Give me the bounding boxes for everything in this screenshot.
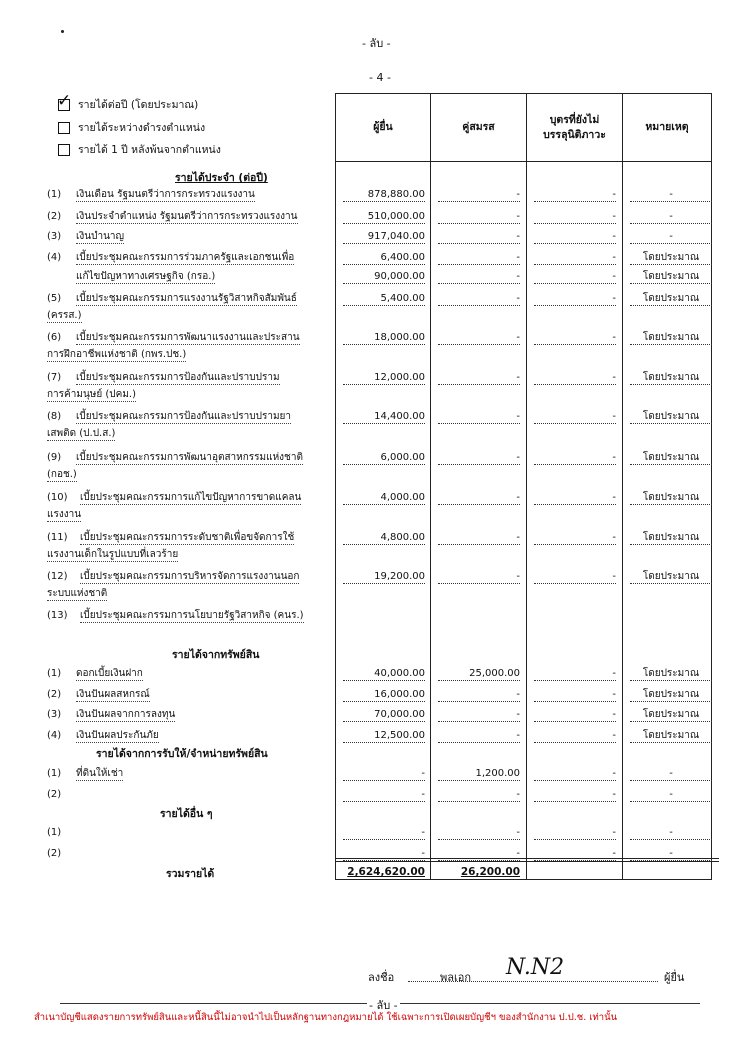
amount-a: 40,000.00 (343, 668, 425, 681)
check-mark-icon: ✓ (57, 90, 72, 111)
row-number: (1) (47, 827, 62, 838)
col-body (623, 162, 712, 862)
amount-d: โดยประมาณ (630, 730, 712, 743)
row-label: ดอกเบี้ยเงินฝาก (76, 668, 143, 679)
amount-c: - (534, 189, 616, 202)
total-cell (527, 862, 623, 880)
amount-a: - (343, 827, 425, 840)
section-transfer-income: รายได้จากการรับให้/จำหน่ายทรัพย์สิน (96, 748, 268, 760)
amount-d: โดยประมาณ (630, 271, 712, 284)
amount-a: - (343, 848, 425, 861)
row-label: เงินบำนาญ (76, 231, 125, 242)
amount-d: โดยประมาณ (630, 252, 712, 265)
amount-a: 5,400.00 (343, 293, 425, 306)
col-header-spouse: คู่สมรส (431, 94, 527, 162)
option-annual[interactable] (57, 90, 199, 113)
amount-b: - (438, 332, 520, 345)
amount-b: - (438, 452, 520, 465)
row-label: เงินปันผลสหกรณ์ (76, 689, 150, 700)
amount-c: - (534, 532, 616, 545)
total-declarant: 2,624,620.00 (347, 866, 425, 878)
col-header-declarant: ผู้ยื่น (336, 94, 431, 162)
amount-c: - (534, 372, 616, 385)
amount-a: 6,000.00 (343, 452, 425, 465)
amount-b: - (438, 571, 520, 584)
amount-d: - (630, 789, 712, 802)
footer-note: สำเนาบัญชีแสดงรายการทรัพย์สินและหนี้สินนี้ไม่อาจนำไปเป็นหลักฐานทางกฎหมายได้ ใช้เฉพาะการเปิดเผยบัญชีฯ ของสำนักงาน ป.ป.ช. เท่านั้น (34, 1012, 618, 1023)
row-number: (12) (47, 571, 68, 582)
amount-b: - (438, 211, 520, 224)
row-number: (3) (47, 231, 62, 242)
amount-a: 510,000.00 (343, 211, 425, 224)
row-number: (13) (47, 610, 68, 621)
amount-a: 4,000.00 (343, 492, 425, 505)
amount-b: - (438, 730, 520, 743)
total-spouse: 26,200.00 (460, 866, 520, 878)
row-label-line2: เสพติด (ป.ป.ส.) (47, 428, 116, 439)
amount-b: - (438, 411, 520, 424)
amount-a: 90,000.00 (343, 271, 425, 284)
row-label: เบี้ยประชุมคณะกรรมการร่วมภาครัฐและเอกชนเพื่อ (76, 252, 295, 263)
amount-c: - (534, 730, 616, 743)
amount-b: - (438, 492, 520, 505)
amount-a (343, 610, 425, 622)
amount-d: - (630, 189, 712, 202)
col-header-children-line2: บรรลุนิติภาวะ (543, 128, 606, 141)
amount-b: - (438, 252, 520, 265)
row-label: เบี้ยประชุมคณะกรรมการแรงงานรัฐวิสาหกิจสัมพันธ์ (76, 293, 297, 304)
amount-b: - (438, 689, 520, 702)
row-label: เบี้ยประชุมคณะกรรมการป้องกันและปราบปราม (76, 372, 280, 383)
amount-d: - (630, 827, 712, 840)
row-number: (2) (47, 689, 62, 700)
row-number: (2) (47, 848, 62, 859)
amount-d: - (630, 768, 712, 781)
amount-c: - (534, 271, 616, 284)
row-label: เงินประจำตำแหน่ง รัฐมนตรีว่าการกระทรวงแรงงาน (76, 211, 298, 222)
amount-d: โดยประมาณ (630, 293, 712, 306)
top-confidential-label: - ลับ - (362, 37, 391, 50)
amount-d: โดยประมาณ (630, 668, 712, 681)
row-label-line2: แรงงานเด็กในรูปแบบที่เลวร้าย (47, 549, 179, 560)
signature-name: พลเอก (440, 971, 472, 984)
scan-speck (61, 30, 64, 33)
amount-c: - (534, 411, 616, 424)
row-number: (1) (47, 189, 62, 200)
amount-b: - (438, 848, 520, 861)
row-label: เบี้ยประชุมคณะกรรมการป้องกันและปราบปรามยา (76, 411, 292, 422)
row-number: (5) (47, 293, 62, 304)
amount-a: 6,400.00 (343, 252, 425, 265)
amount-a: 878,880.00 (343, 189, 425, 202)
option-label: รายได้ระหว่างดำรงตำแหน่ง (78, 122, 206, 134)
amount-b: - (438, 827, 520, 840)
amount-c: - (534, 768, 616, 781)
row-number: (2) (47, 211, 62, 222)
amount-c: - (534, 709, 616, 722)
amount-a: 18,000.00 (343, 332, 425, 345)
row-number: (10) (47, 492, 68, 503)
amount-d: โดยประมาณ (630, 709, 712, 722)
section-regular-income: รายได้ประจำ (ต่อปี) (175, 172, 268, 184)
amount-b: 1,200.00 (438, 768, 520, 781)
row-label: เบี้ยประชุมคณะกรรมการบริหารจัดการแรงงานนอก (80, 571, 300, 582)
amount-c: - (534, 848, 616, 861)
amount-b: - (438, 372, 520, 385)
amount-d: โดยประมาณ (630, 689, 712, 702)
amount-a: - (343, 789, 425, 802)
amount-d: โดยประมาณ (630, 411, 712, 424)
amount-c: - (534, 293, 616, 306)
page-number: - 4 - (369, 71, 391, 84)
col-body (527, 162, 623, 862)
row-number: (9) (47, 452, 62, 463)
row-number: (6) (47, 332, 62, 343)
amount-d (630, 610, 712, 622)
signature-scribble: N.N2 (506, 955, 565, 980)
amount-d: โดยประมาณ (630, 332, 712, 345)
section-other-income: รายได้อื่น ๆ (160, 808, 213, 820)
amount-b: 25,000.00 (438, 668, 520, 681)
amount-a: 12,500.00 (343, 730, 425, 743)
option-after-term[interactable] (58, 141, 221, 158)
row-label: เบี้ยประชุมคณะกรรมการพัฒนาอุตสาหกรรมแห่งชาติ (76, 452, 303, 463)
col-header-children-line1: บุตรที่ยังไม่ (549, 113, 600, 126)
amount-b: - (438, 532, 520, 545)
amount-c: - (534, 827, 616, 840)
row-label: เงินปันผลจากการลงทุน (76, 709, 176, 720)
row-number: (3) (47, 709, 62, 720)
amount-d: - (630, 848, 712, 861)
amount-d: โดยประมาณ (630, 372, 712, 385)
option-label: รายได้ 1 ปี หลังพ้นจากตำแหน่ง (78, 144, 221, 156)
amount-d: - (630, 211, 712, 224)
amount-a: 19,200.00 (343, 571, 425, 584)
row-label-line2: การฝึกอาชีพแห่งชาติ (กพร.ปช.) (47, 349, 187, 360)
amount-c: - (534, 211, 616, 224)
row-number: (7) (47, 372, 62, 383)
row-label: แก้ไขปัญหาทางเศรษฐกิจ (กรอ.) (76, 271, 216, 282)
row-label-line2: (ครรส.) (47, 310, 82, 321)
amount-c: - (534, 571, 616, 584)
row-label: เบี้ยประชุมคณะกรรมการพัฒนาแรงงานและประสาน (76, 332, 300, 343)
option-during-term[interactable] (58, 119, 205, 136)
amount-d: โดยประมาณ (630, 571, 712, 584)
row-label-line2: แรงงาน (47, 509, 82, 520)
option-label: รายได้ต่อปี (โดยประมาณ) (78, 99, 199, 111)
amount-c: - (534, 231, 616, 244)
amount-c (534, 610, 616, 622)
amount-b: - (438, 189, 520, 202)
amount-c: - (534, 252, 616, 265)
amount-c: - (534, 332, 616, 345)
amount-b: - (438, 293, 520, 306)
row-label: เบี้ยประชุมคณะกรรมการนโยบายรัฐวิสาหกิจ (คนร.) (80, 610, 304, 621)
amount-a: 917,040.00 (343, 231, 425, 244)
checkbox-after-term[interactable] (58, 144, 70, 156)
checkbox-annual[interactable] (57, 90, 72, 111)
col-body (336, 162, 431, 862)
amount-b: - (438, 271, 520, 284)
row-label: เบี้ยประชุมคณะกรรมการระดับชาติเพื่อขจัดการใช้ (80, 532, 295, 543)
amount-a: - (343, 768, 425, 781)
row-label: เงินเดือน รัฐมนตรีว่าการกระทรวงแรงงาน (76, 189, 255, 200)
amount-c: - (534, 492, 616, 505)
col-header-remarks: หมายเหตุ (623, 94, 712, 162)
amount-a: 12,000.00 (343, 372, 425, 385)
row-number: (1) (47, 668, 62, 679)
row-label-line2: (กอช.) (47, 469, 77, 480)
amount-c: - (534, 668, 616, 681)
row-label: ที่ดินให้เช่า (76, 768, 124, 779)
row-number: (4) (47, 252, 62, 263)
row-label: เงินปันผลประกันภัย (76, 730, 159, 741)
total-cell (623, 862, 712, 880)
amount-a: 70,000.00 (343, 709, 425, 722)
signature-suffix: ผู้ยื่น (664, 971, 685, 984)
row-number: (4) (47, 730, 62, 741)
row-number: (8) (47, 411, 62, 422)
amount-c: - (534, 452, 616, 465)
bottom-confidential-label: - ลับ - (367, 996, 400, 1014)
row-label-line2: การค้ามนุษย์ (ปคม.) (47, 389, 137, 400)
row-label: เบี้ยประชุมคณะกรรมการแก้ไขปัญหาการขาดแคลน (80, 492, 302, 503)
amount-d: โดยประมาณ (630, 532, 712, 545)
checkbox-during-term[interactable] (58, 122, 70, 134)
section-asset-income: รายได้จากทรัพย์สิน (172, 649, 260, 661)
amount-b: - (438, 789, 520, 802)
amount-a: 4,800.00 (343, 532, 425, 545)
row-number: (11) (47, 532, 68, 543)
col-body (431, 162, 527, 862)
amount-b: - (438, 709, 520, 722)
section-total-income: รวมรายได้ (166, 868, 215, 880)
row-label-line2: ระบบแห่งชาติ (47, 588, 108, 599)
amount-d: โดยประมาณ (630, 492, 712, 505)
amount-d: โดยประมาณ (630, 452, 712, 465)
row-number: (2) (47, 789, 62, 800)
amount-c: - (534, 689, 616, 702)
amount-d: - (630, 231, 712, 244)
amount-a: 14,400.00 (343, 411, 425, 424)
amount-c: - (534, 789, 616, 802)
signature-prefix: ลงชื่อ (368, 971, 395, 984)
row-number: (1) (47, 768, 62, 779)
amount-b (438, 610, 520, 622)
amount-b: - (438, 231, 520, 244)
amount-a: 16,000.00 (343, 689, 425, 702)
col-header-children (527, 94, 623, 162)
